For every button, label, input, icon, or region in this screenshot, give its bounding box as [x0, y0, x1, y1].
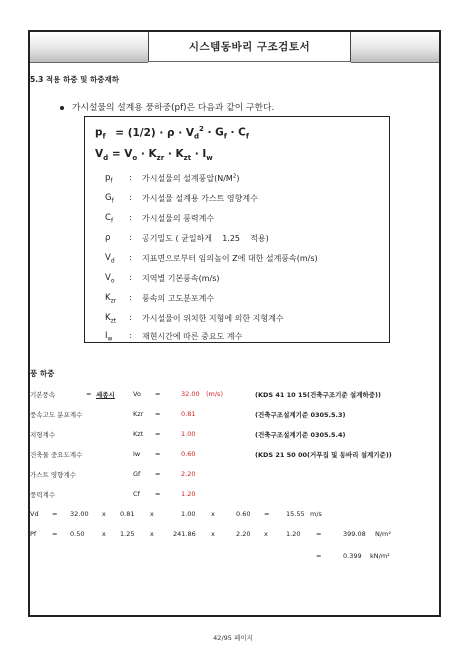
document-page: 시스템동바리 구조검토서 5.3 적용 하중 및 하중재하 가시설물의 설계용 풍하중(pf)은 다음과 같이 구한다. $p_f = (1/2) \cdot \rho \cdot V_d^2 \cdot G_f \cdot C_f$ $V_d = V_o \cdot K_{zr} \cdot K_{zt} \cdot I_w$ $p_f$ : 가시설물의 설계풍압$(N/M^2)$ $G_f$ : 가시설물 설계용 가스트 영향계수 $C_f$ : 가시설물의 풍력계수 ρ : 공기밀도 ( 균일하게 1.25 적용) $V_d$ : 지표면으로부터 임의높이 Z에 대한 설계풍속(m/s) $V_o$ : 지역별 기본풍속(m/s) $K_{zr}$ : 풍속의 고도분포계수 $K_{zt}$ : 가시설물이 위치한 지형에 의한 지형계수 $I_w$ : 재현시간에 따른 중요도 계수 풍 하중 기본풍속 = 세종시 Vo = 32.00 (m/s) (KDS 41 10 15(건축구조기준 설계하중)) 풍속고도 분포계수 Kzr = 0.81 (건축구조설계기준 0305.5.3) 지형계수 Kzt = 1.00 (건축구조설계기준 0305.5.4) 건축물 중요도계수 Iw = 0.60 (KDS 21 50 00(거푸집 및 동바리 설계기준)) 가스트 영향계수 Gf = 2.20 풍력계수 Cf = 1.20 Vd = 32.00 x 0.81 x 1.00 x 0.60 = 15.55 m/s Pf = 0.50 x 1.25 x 241.86 x 2.20 x 1.20 = 399.08 N/m² = 0.399 kN/m²	[28, 30, 441, 617]
wind-load-heading: 풍 하중	[30, 369, 55, 378]
formula-box: $p_f = (1/2) \cdot \rho \cdot V_d^2 \cdot G_f \cdot C_f$ $V_d = V_o \cdot K_{zr} \cdot K_{zt} \cdot I_w$ $p_f$ : 가시설물의 설계풍압$(N/M^2)$ $G_f$ : 가시설물 설계용 가스트 영향계수 $C_f$ : 가시설물의 풍력계수 ρ : 공기밀도 ( 균일하게 1.25 적용) $V_d$ : 지표면으로부터 임의높이 Z에 대한 설계풍속(m/s) $V_o$ : 지역별 기본풍속(m/s) $K_{zr}$ : 풍속의 고도분포계수 $K_{zt}$ : 가시설물이 위치한 지형에 의한 지형계수 $I_w$ : 재현시간에 따른 중요도 계수	[84, 116, 390, 343]
header-left-band	[30, 32, 148, 63]
section-heading: 5.3 적용 하중 및 하중재하	[30, 75, 119, 84]
bullet-icon	[60, 106, 64, 110]
intro-text	[60, 100, 274, 113]
formula-vd: $V_d = V_o \cdot K_{zr} \cdot K_{zt} \cdot I_w$	[95, 148, 213, 163]
page-number: 42/95 페이지	[213, 634, 253, 642]
header-right-band	[351, 32, 439, 63]
document-title: 시스템동바리 구조검토서	[148, 32, 351, 62]
intro-sentence: 가시설물의 설계용 풍하중(pf)은 다음과 같이 구한다.	[72, 103, 275, 113]
formula-pf: $p_f = (1/2) \cdot \rho \cdot V_d^2 \cdot G_f \cdot C_f$	[95, 125, 249, 141]
